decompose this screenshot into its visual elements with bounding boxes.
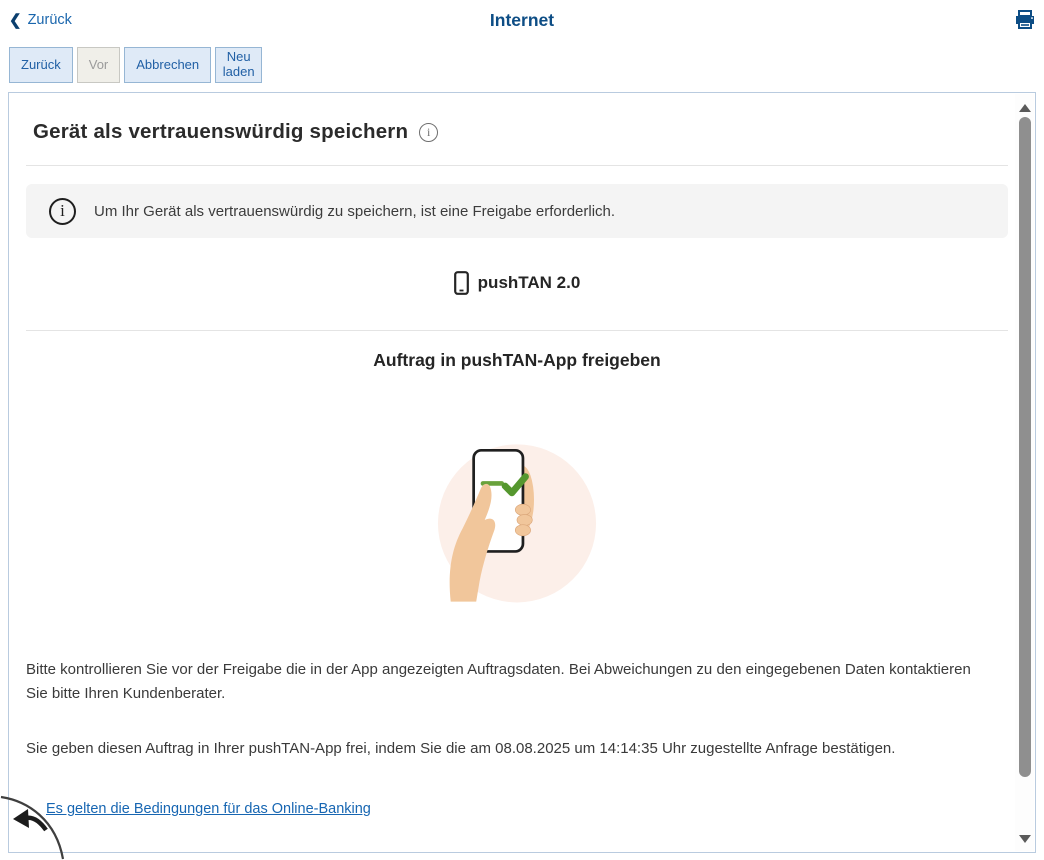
heading-info-icon[interactable]: i (419, 123, 438, 142)
scroll-down-icon[interactable] (1019, 835, 1031, 843)
page-heading: Gerät als vertrauenswürdig speichern (33, 120, 409, 143)
undo-arrow-icon[interactable] (0, 788, 80, 860)
scrollbar-thumb[interactable] (1019, 117, 1031, 777)
vertical-scrollbar[interactable] (1015, 94, 1034, 851)
smartphone-icon (454, 271, 469, 295)
toolbar-cancel-button[interactable]: Abbrechen (124, 47, 211, 83)
scroll-up-icon[interactable] (1019, 104, 1031, 112)
printer-icon[interactable] (1015, 10, 1035, 30)
browser-toolbar (9, 47, 262, 83)
info-banner-text: Um Ihr Gerät als vertrauenswürdig zu speichern, ist eine Freigabe erforderlich. (94, 202, 616, 220)
back-link-label: Zurück (27, 12, 72, 28)
info-banner (26, 184, 1008, 238)
instruction-release-text: Sie geben diesen Auftrag in Ihrer pushTAN-App frei, indem Sie die am 08.08.2025 um 14:14:35 Uhr zugestellte Anfrage bestätigen. (26, 740, 896, 757)
toolbar-back-button[interactable]: Zurück (9, 47, 73, 83)
page-title: Internet (489, 10, 555, 30)
terms-link[interactable]: Es gelten die Bedingungen für das Online-Banking (46, 801, 371, 817)
toolbar-reload-button[interactable]: Neu laden (215, 47, 262, 83)
banner-info-icon: i (49, 198, 76, 225)
header-bar (0, 0, 1044, 40)
divider (26, 165, 1008, 166)
panel-content (26, 93, 1008, 818)
divider (26, 330, 1008, 331)
toolbar-forward-button[interactable]: Vor (77, 47, 121, 83)
tan-method-label: pushTAN 2.0 (477, 273, 581, 292)
back-chevron-icon: ❮ (9, 11, 22, 29)
order-heading: Auftrag in pushTAN-App freigeben (373, 350, 661, 370)
phone-in-hand-illustration (432, 435, 602, 605)
tan-method-row (26, 271, 1008, 295)
instruction-check-text: Bitte kontrollieren Sie vor der Freigabe die in der App angezeigten Auftragsdaten. Bei Abweichungen zu den eingegebenen Daten kontaktieren Sie bitte Ihren Kundenberater. (26, 661, 971, 702)
content-panel (8, 92, 1036, 853)
